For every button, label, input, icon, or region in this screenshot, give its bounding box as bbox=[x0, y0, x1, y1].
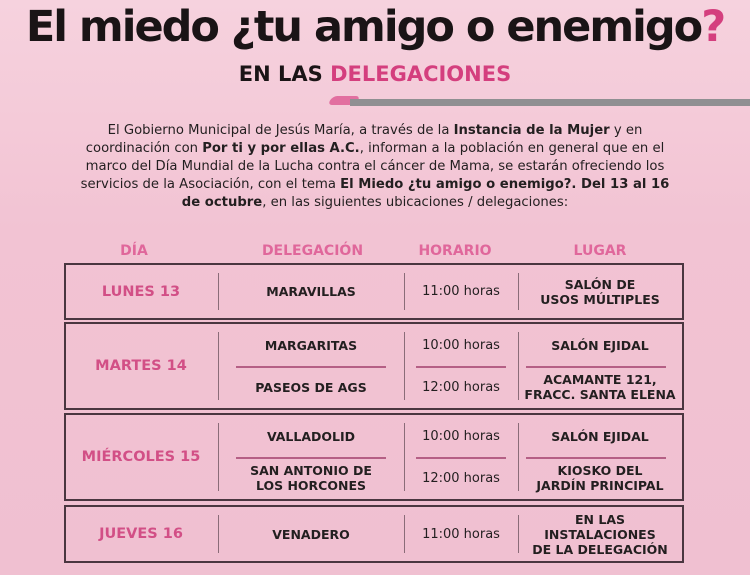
decorative-gray-bar bbox=[350, 99, 750, 106]
schedule-row bbox=[64, 505, 684, 563]
lugar-cell: SALÓN EJIDAL bbox=[551, 428, 649, 444]
horario-cell: 10:00 horas bbox=[422, 337, 500, 353]
lugar-cell: SALÓN DE USOS MÚLTIPLES bbox=[540, 276, 660, 307]
day-label: JUEVES 16 bbox=[99, 526, 183, 542]
column-header-horario: HORARIO bbox=[418, 243, 492, 259]
schedule-row bbox=[64, 263, 684, 320]
lugar-cell: ACAMANTE 121, FRACC. SANTA ELENA bbox=[524, 372, 676, 402]
intro-paragraph: El Gobierno Municipal de Jesús María, a través de la Instancia de la Mujer y en coordinación con Por ti y por ellas A.C., informan a la población en general que en el marco del Día Mundial de la Lucha contra el cáncer de Mama, se estarán ofreciendo los servicios de la Asociación, con el tema El Miedo ¿tu amigo o enemigo?. Del 13 al 16 de octubre, en las siguientes ubicaciones / delegaciones: bbox=[80, 123, 670, 210]
horario-cell: 11:00 horas bbox=[422, 526, 500, 542]
schedule-row bbox=[64, 322, 684, 410]
delegacion-cell: MARGARITAS bbox=[264, 337, 358, 353]
lugar-cell: EN LAS INSTALACIONES DE LA DELEGACIÓN bbox=[532, 511, 668, 557]
lugar-cell: SALÓN EJIDAL bbox=[551, 337, 649, 353]
horario-cell: 12:00 horas bbox=[422, 470, 500, 486]
column-header-lugar: LUGAR bbox=[573, 243, 627, 259]
schedule-row bbox=[64, 413, 684, 501]
delegacion-cell: VALLADOLID bbox=[266, 428, 356, 444]
day-label: MARTES 14 bbox=[95, 358, 187, 374]
column-header-dia: DÍA bbox=[120, 243, 148, 259]
column-header-delegacion: DELEGACIÓN bbox=[261, 243, 364, 259]
horario-cell: 10:00 horas bbox=[422, 428, 500, 444]
day-label: LUNES 13 bbox=[101, 283, 181, 300]
lugar-cell: KIOSKO DEL JARDÍN PRINCIPAL bbox=[536, 463, 664, 493]
day-label: MIÉRCOLES 15 bbox=[81, 449, 201, 465]
page-title: El miedo ¿tu amigo o enemigo? bbox=[25, 2, 725, 52]
delegacion-cell: VENADERO bbox=[272, 526, 350, 542]
horario-cell: 11:00 horas bbox=[422, 284, 500, 299]
horario-cell: 12:00 horas bbox=[422, 379, 500, 395]
delegacion-cell: SAN ANTONIO DE LOS HORCONES bbox=[250, 463, 372, 493]
delegacion-cell: MARAVILLAS bbox=[266, 284, 356, 299]
page-subtitle: EN LAS DELEGACIONES bbox=[238, 62, 512, 86]
delegacion-cell: PASEOS DE AGS bbox=[255, 379, 367, 395]
